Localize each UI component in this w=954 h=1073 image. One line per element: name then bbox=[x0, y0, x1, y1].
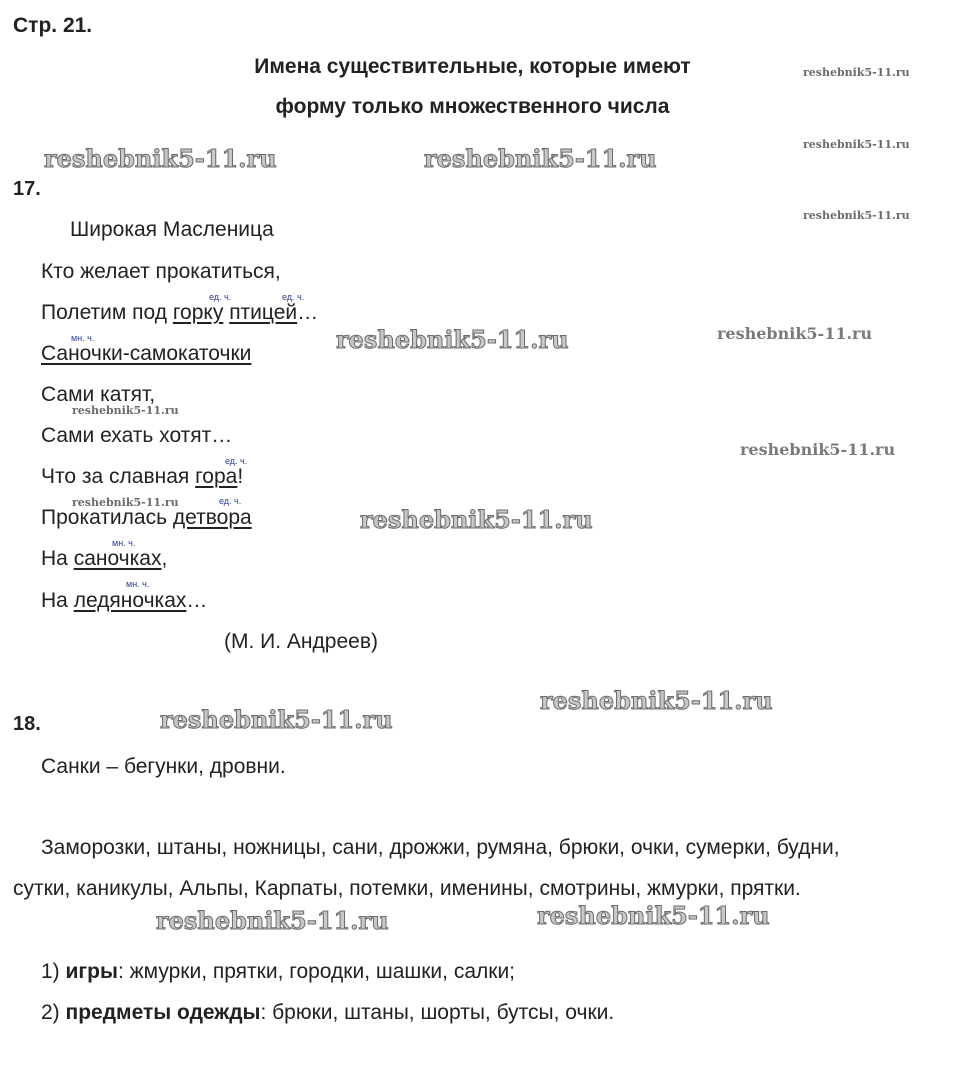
poem-line-2-suffix: … bbox=[297, 301, 319, 324]
poem-line-6 bbox=[41, 465, 243, 489]
poem-line-9-suffix: … bbox=[186, 589, 208, 612]
list-item-clothing bbox=[41, 1001, 614, 1025]
word-detvora: детвора bbox=[172, 506, 252, 529]
poem-line-5: Сами ехать хотят… bbox=[41, 424, 233, 447]
annotation-plural-sanochkah: мн. ч. bbox=[112, 538, 136, 548]
poem-line-3 bbox=[41, 342, 251, 366]
page-title-line-2: форму только множественного числа bbox=[275, 95, 670, 118]
poem-author: (М. И. Андреев) bbox=[224, 630, 378, 653]
list-item-games-number: 1) bbox=[41, 960, 66, 983]
watermark-large: reshebnik5-11.ru bbox=[540, 686, 773, 715]
watermark-small: reshebnik5-11.ru bbox=[803, 138, 910, 151]
poem-line-7-prefix: Прокатилась bbox=[41, 506, 173, 529]
exercise-18-paragraph-line-2: сутки, каникулы, Альпы, Карпаты, потемки, именины, смотрины, жмурки, прятки. bbox=[13, 877, 801, 900]
word-sanochkah: саночках bbox=[73, 547, 162, 570]
list-item-games-label: игры bbox=[65, 960, 118, 983]
watermark-small: reshebnik5-11.ru bbox=[803, 209, 910, 222]
poem-line-2-prefix: Полетим под bbox=[41, 301, 173, 324]
exercise-17-number: 17. bbox=[13, 178, 41, 200]
poem-line-1: Кто желает прокатиться, bbox=[41, 260, 281, 283]
watermark-large: reshebnik5-11.ru bbox=[160, 705, 393, 734]
watermark-large: reshebnik5-11.ru bbox=[424, 144, 657, 173]
annotation-plural-ledyanochkah: мн. ч. bbox=[126, 579, 150, 589]
list-item-clothing-text: : брюки, штаны, шорты, бутсы, очки. bbox=[260, 1001, 615, 1024]
watermark-large: reshebnik5-11.ru bbox=[537, 901, 770, 930]
poem-line-6-suffix: ! bbox=[237, 465, 244, 488]
list-item-clothing-number: 2) bbox=[41, 1001, 66, 1024]
list-item-clothing-label: предметы одежды bbox=[65, 1001, 261, 1024]
annotation-plural-sanochki: мн. ч. bbox=[71, 333, 95, 343]
word-gorku: горку bbox=[172, 301, 224, 324]
watermark-large: reshebnik5-11.ru bbox=[360, 505, 593, 534]
exercise-18-number: 18. bbox=[13, 713, 41, 735]
watermark-large: reshebnik5-11.ru bbox=[156, 906, 389, 935]
poem-line-8-prefix: На bbox=[41, 547, 74, 570]
word-gora: гора bbox=[195, 465, 238, 488]
poem-line-8-suffix: , bbox=[161, 547, 168, 570]
poem-line-7 bbox=[41, 506, 252, 530]
word-ptitsey: птицей bbox=[229, 301, 298, 324]
annotation-singular-ptitsey: ед. ч. bbox=[282, 292, 305, 302]
annotation-singular-gorku: ед. ч. bbox=[209, 292, 232, 302]
watermark-large: reshebnik5-11.ru bbox=[336, 325, 569, 354]
watermark-medium: reshebnik5-11.ru bbox=[717, 324, 873, 343]
watermark-small: reshebnik5-11.ru bbox=[803, 66, 910, 79]
poem-line-9-prefix: На bbox=[41, 589, 74, 612]
watermark-small: reshebnik5-11.ru bbox=[72, 404, 179, 417]
poem-title: Широкая Масленица bbox=[70, 218, 274, 241]
poem-line-2 bbox=[41, 301, 318, 325]
watermark-large: reshebnik5-11.ru bbox=[44, 144, 277, 173]
list-item-games bbox=[41, 960, 515, 984]
poem-line-8 bbox=[41, 547, 167, 571]
page-reference: Стр. 21. bbox=[13, 14, 93, 37]
watermark-medium: reshebnik5-11.ru bbox=[740, 440, 896, 459]
word-sanochki-samokatochki: Саночки-самокаточки bbox=[41, 342, 252, 365]
poem-line-9 bbox=[41, 589, 207, 613]
exercise-18-line-1: Санки – бегунки, дровни. bbox=[41, 755, 286, 778]
poem-line-6-prefix: Что за славная bbox=[41, 465, 196, 488]
exercise-18-paragraph-line-1: Заморозки, штаны, ножницы, сани, дрожжи, румяна, брюки, очки, сумерки, будни, bbox=[41, 836, 840, 859]
page-title-line-1: Имена существительные, которые имеют bbox=[254, 55, 691, 78]
list-item-games-text: : жмурки, прятки, городки, шашки, салки; bbox=[117, 960, 516, 983]
annotation-singular-detvora: ед. ч. bbox=[219, 496, 242, 506]
poem-line-4: Сами катят, bbox=[41, 383, 156, 406]
watermark-small: reshebnik5-11.ru bbox=[72, 496, 179, 509]
annotation-singular-gora: ед. ч. bbox=[225, 456, 248, 466]
word-ledyanochkah: ледяночках bbox=[73, 589, 187, 612]
